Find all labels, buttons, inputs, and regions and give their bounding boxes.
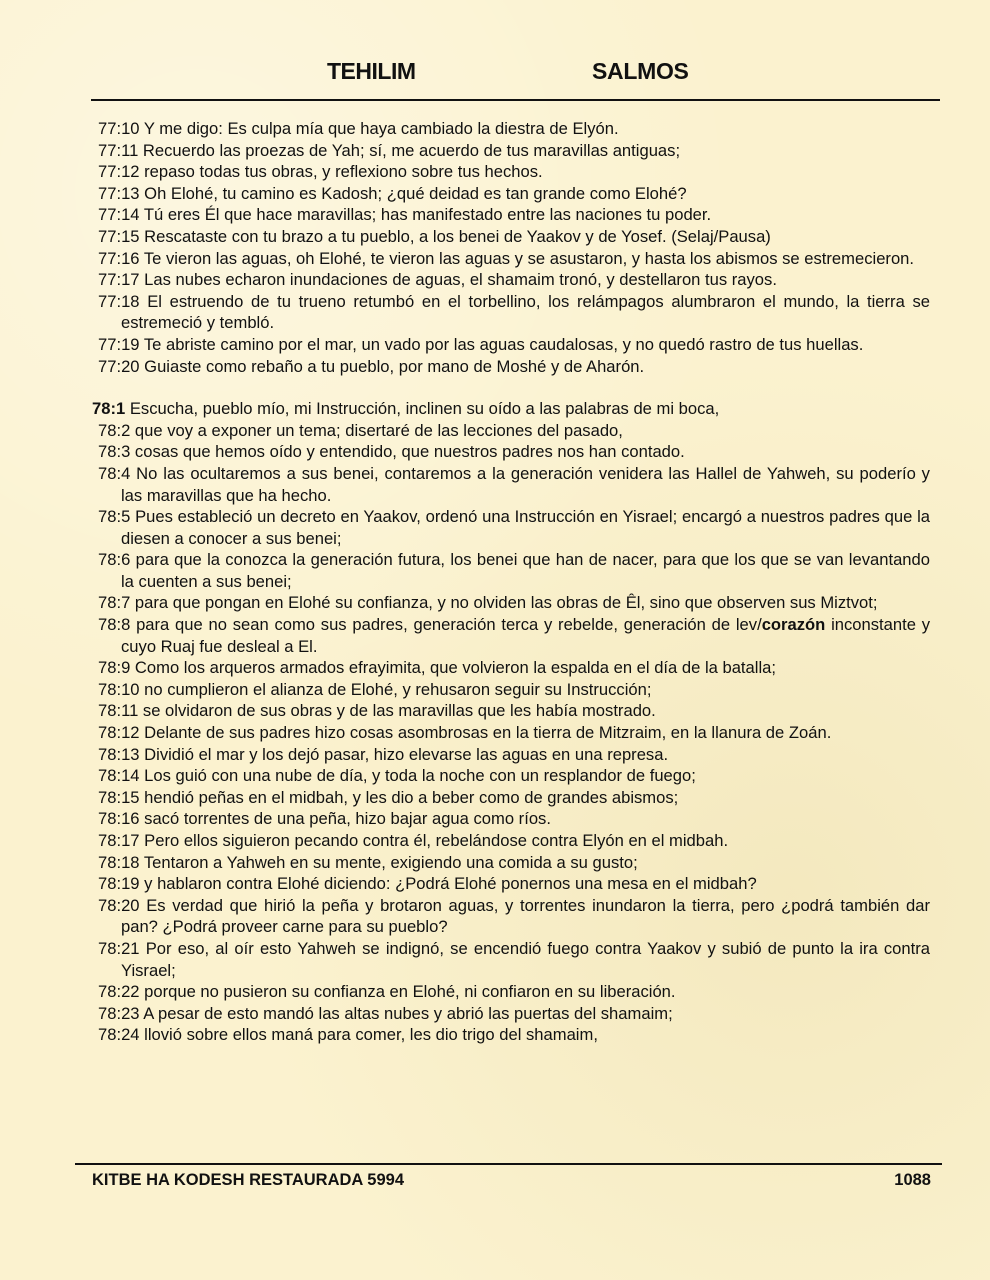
chapter-start-verse-number: 78:1 (92, 399, 126, 419)
verse-number: 78:20 (98, 895, 140, 915)
verse-text: porque no pusieron su confianza en Elohé, ni confiaron en su liberación. (144, 982, 676, 1002)
verse-number: 77:11 (98, 140, 139, 160)
footer-divider (75, 1163, 942, 1165)
page-header (0, 58, 990, 90)
verse-77-18 (98, 291, 930, 334)
verse-78-22 (98, 981, 930, 1003)
verse-number: 78:9 (98, 658, 131, 678)
verse-78-6 (98, 549, 930, 592)
verse-text: No las ocultaremos a sus benei, contaremos a la generación venidera las Hallel de Yahweh, su poderío y las maravillas que ha hecho. (121, 463, 930, 505)
verse-number: 78:19 (98, 874, 140, 894)
verse-77-19 (98, 334, 930, 356)
verse-text: Te abriste camino por el mar, un vado por las aguas caudalosas, y no quedó rastro de tus huellas. (143, 334, 864, 354)
verse-78-17 (98, 830, 930, 852)
verse-text: Rescataste con tu brazo a tu pueblo, a los benei de Yaakov y de Yosef. (Selaj/Pausa) (144, 226, 771, 246)
verse-text: hendió peñas en el midbah, y les dio a beber como de grandes abismos; (144, 787, 679, 807)
verse-number: 78:10 (98, 679, 140, 699)
header-book-title-spanish: SALMOS (592, 58, 689, 84)
header-book-title-hebrew: TEHILIM (327, 58, 416, 84)
verse-78-8 (98, 614, 930, 657)
verse-number: 77:20 (98, 356, 140, 376)
verse-text: Guiaste como rebaño a tu pueblo, por mano de Moshé y de Aharón. (144, 356, 645, 376)
verse-77-13 (98, 183, 930, 205)
verse-78-5 (98, 506, 930, 549)
verse-number: 78:7 (98, 593, 131, 613)
verse-text: Por eso, al oír esto Yahweh se indignó, se encendió fuego contra Yaakov y subió de punto la ira contra Yisrael; (121, 938, 930, 980)
verse-78-3 (98, 441, 930, 463)
verse-text: Las nubes echaron inundaciones de aguas, el shamaim tronó, y destellaron tus rayos. (144, 270, 777, 290)
verse-number: 78:17 (98, 831, 140, 850)
verse-78-11 (98, 700, 930, 722)
verse-number: 77:18 (98, 291, 140, 311)
header-divider (91, 99, 940, 101)
verse-number: 78:22 (98, 982, 140, 1002)
verse-77-11 (98, 140, 930, 162)
verse-number: 78:14 (98, 766, 140, 786)
verse-number: 78:16 (98, 809, 140, 829)
verse-text: Pues estableció un decreto en Yaakov, ordenó una Instrucción en Yisrael; encargó a nuestros padres que la diesen a conocer a sus benei; (121, 507, 930, 548)
verse-78-23 (98, 1003, 930, 1025)
verse-text: sacó torrentes de una peña, hizo bajar agua como ríos. (144, 809, 551, 829)
verse-78-18 (98, 852, 930, 874)
verse-number: 78:11 (98, 701, 139, 721)
verse-78-20 (98, 895, 930, 938)
chapter-gap (98, 377, 930, 398)
verse-number: 78:18 (98, 852, 140, 872)
verse-text: Como los arqueros armados efrayimita, que volvieron la espalda en el día de la batalla; (134, 658, 776, 678)
verse-text: Y me digo: Es culpa mía que haya cambiado la diestra de Elyón. (143, 119, 619, 138)
verse-text: Recuerdo las proezas de Yah; sí, me acuerdo de tus maravillas antiguas; (142, 140, 681, 160)
verse-78-24 (98, 1024, 930, 1046)
verse-78-15 (98, 787, 930, 809)
verse-text: no cumplieron el alianza de Elohé, y rehusaron seguir su Instrucción; (144, 679, 652, 699)
verse-number: 77:17 (98, 270, 140, 290)
verse-77-14 (98, 204, 930, 226)
verse-text: Oh Elohé, tu camino es Kadosh; ¿qué deidad es tan grande como Elohé? (144, 183, 687, 203)
verse-78-19 (98, 873, 930, 895)
verse-number: 77:19 (98, 334, 140, 354)
verse-text: se olvidaron de sus obras y de las maravillas que les había mostrado. (142, 701, 656, 721)
verse-78-1 (92, 398, 930, 420)
verse-77-20 (98, 356, 930, 378)
verse-text: Pero ellos siguieron pecando contra él, rebelándose contra Elyón en el midbah. (144, 831, 729, 850)
verse-78-14 (98, 765, 930, 787)
verse-78-10 (98, 679, 930, 701)
verse-78-16 (98, 808, 930, 830)
verse-text: Los guió con una nube de día, y toda la noche con un resplandor de fuego; (144, 766, 696, 786)
verse-number: 78:21 (98, 938, 140, 958)
verse-78-7 (98, 592, 930, 614)
verse-text: Tú eres Él que hace maravillas; has manifestado entre las naciones tu poder. (143, 205, 712, 225)
verse-text: Te vieron las aguas, oh Elohé, te vieron las aguas y se asustaron, y hasta los abismos se estremecieron. (143, 248, 915, 268)
verse-text: Escucha, pueblo mío, mi Instrucción, inclinen su oído a las palabras de mi boca, (129, 399, 720, 419)
verse-number: 78:13 (98, 744, 140, 764)
verse-number: 78:4 (98, 463, 131, 483)
scripture-text (92, 118, 931, 1046)
verse-number: 77:14 (98, 205, 140, 225)
verse-77-16 (98, 248, 930, 270)
verse-number: 78:23 (98, 1003, 140, 1023)
verse-number: 78:5 (98, 507, 131, 527)
footer-book-name: KITBE HA KODESH RESTAURADA 5994 (92, 1171, 405, 1189)
verse-text: cosas que hemos oído y entendido, que nuestros padres nos han contado. (134, 442, 685, 462)
verse-text: para que la conozca la generación futura, los benei que han de nacer, para que los que se van levantando la cuenten a sus benei; (121, 550, 930, 591)
verse-text: y hablaron contra Elohé diciendo: ¿Podrá Elohé ponernos una mesa en el midbah? (144, 874, 757, 894)
verse-text: El estruendo de tu trueno retumbó en el torbellino, los relámpagos alumbraron el mundo, la tierra se estremeció y tembló. (121, 291, 930, 333)
verse-text: Delante de sus padres hizo cosas asombrosas en la tierra de Mitzraim, en la llanura de Zoán. (144, 723, 832, 743)
verse-number: 78:8 (98, 615, 131, 635)
verse-number: 78:12 (98, 723, 140, 743)
verse-78-12 (98, 722, 930, 744)
verse-number: 77:15 (98, 226, 140, 246)
verse-text-post: inconstante y cuyo Ruaj fue desleal a El. (121, 615, 931, 656)
verse-text: Tentaron a Yahweh en su mente, exigiendo una comida a su gusto; (143, 852, 638, 872)
verse-78-4 (98, 463, 930, 506)
verse-number: 78:24 (98, 1025, 140, 1045)
verse-number: 78:6 (98, 550, 131, 570)
verse-78-13 (98, 744, 930, 766)
verse-number: 77:16 (98, 248, 140, 268)
verse-78-2 (98, 420, 930, 442)
verse-text: repaso todas tus obras, y reflexiono sobre tus hechos. (144, 162, 543, 182)
verse-text-pre: para que no sean como sus padres, generación terca y rebelde, generación de lev/ (136, 615, 762, 635)
page-number: 1088 (894, 1171, 931, 1189)
verse-text: para que pongan en Elohé su confianza, y no olviden las obras de Êl, sino que observen sus Miztvot; (134, 593, 878, 613)
verse-text: A pesar de esto mandó las altas nubes y abrió las puertas del shamaim; (143, 1003, 673, 1023)
verse-text: que voy a exponer un tema; disertaré de las lecciones del pasado, (134, 420, 623, 440)
verse-78-21 (98, 938, 930, 981)
verse-number: 78:2 (98, 420, 131, 440)
verse-number: 78:3 (98, 442, 131, 462)
verse-77-17 (98, 269, 930, 291)
verse-text: Dividió el mar y los dejó pasar, hizo elevarse las aguas en una represa. (144, 744, 669, 764)
verse-number: 78:15 (98, 787, 140, 807)
verse-text: llovió sobre ellos maná para comer, les dio trigo del shamaim, (144, 1025, 598, 1045)
verse-number: 77:13 (98, 183, 140, 203)
verse-text: Es verdad que hirió la peña y brotaron aguas, y torrentes inundaron la tierra, pero ¿podrá también dar pan? ¿Podrá proveer carne para su pueblo? (121, 895, 930, 937)
verse-number: 77:10 (98, 119, 140, 138)
verse-77-12 (98, 161, 930, 183)
verse-77-10 (98, 118, 930, 140)
verse-77-15 (98, 226, 930, 248)
verse-78-9 (98, 657, 930, 679)
verse-number: 77:12 (98, 162, 140, 182)
verse-emphasis: corazón (761, 615, 826, 635)
page-footer (0, 1171, 990, 1195)
